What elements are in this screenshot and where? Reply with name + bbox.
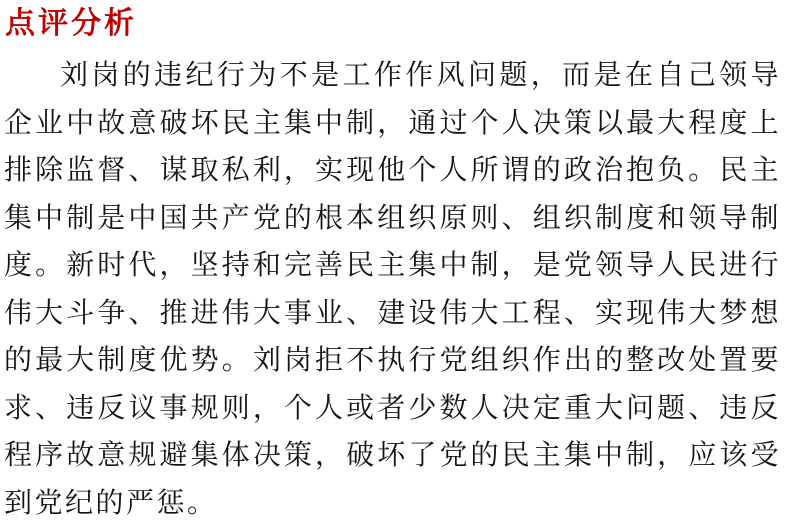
analysis-paragraph: 刘岗的违纪行为不是工作作风问题，而是在自己领导企业中故意破坏民主集中制，通过个人决策以最大程度上排除监督、谋取私利，实现他个人所谓的政治抱负。民主集中制是中国共产党的根本组织原则、组织制度和领导制度。新时代，坚持和完善民主集中制，是党领导人民进行伟大斗争、推进伟大事业、建设伟大工程、实现伟大梦想的最大制度优势。刘岗拒不执行党组织作出的整改处置要求、违反议事规则，个人或者少数人决定重大问题、违反程序故意规避集体决策，破坏了党的民主集中制，应该受到党纪的严惩。	[4, 60, 781, 519]
section-heading: 点评分析	[5, 7, 137, 40]
